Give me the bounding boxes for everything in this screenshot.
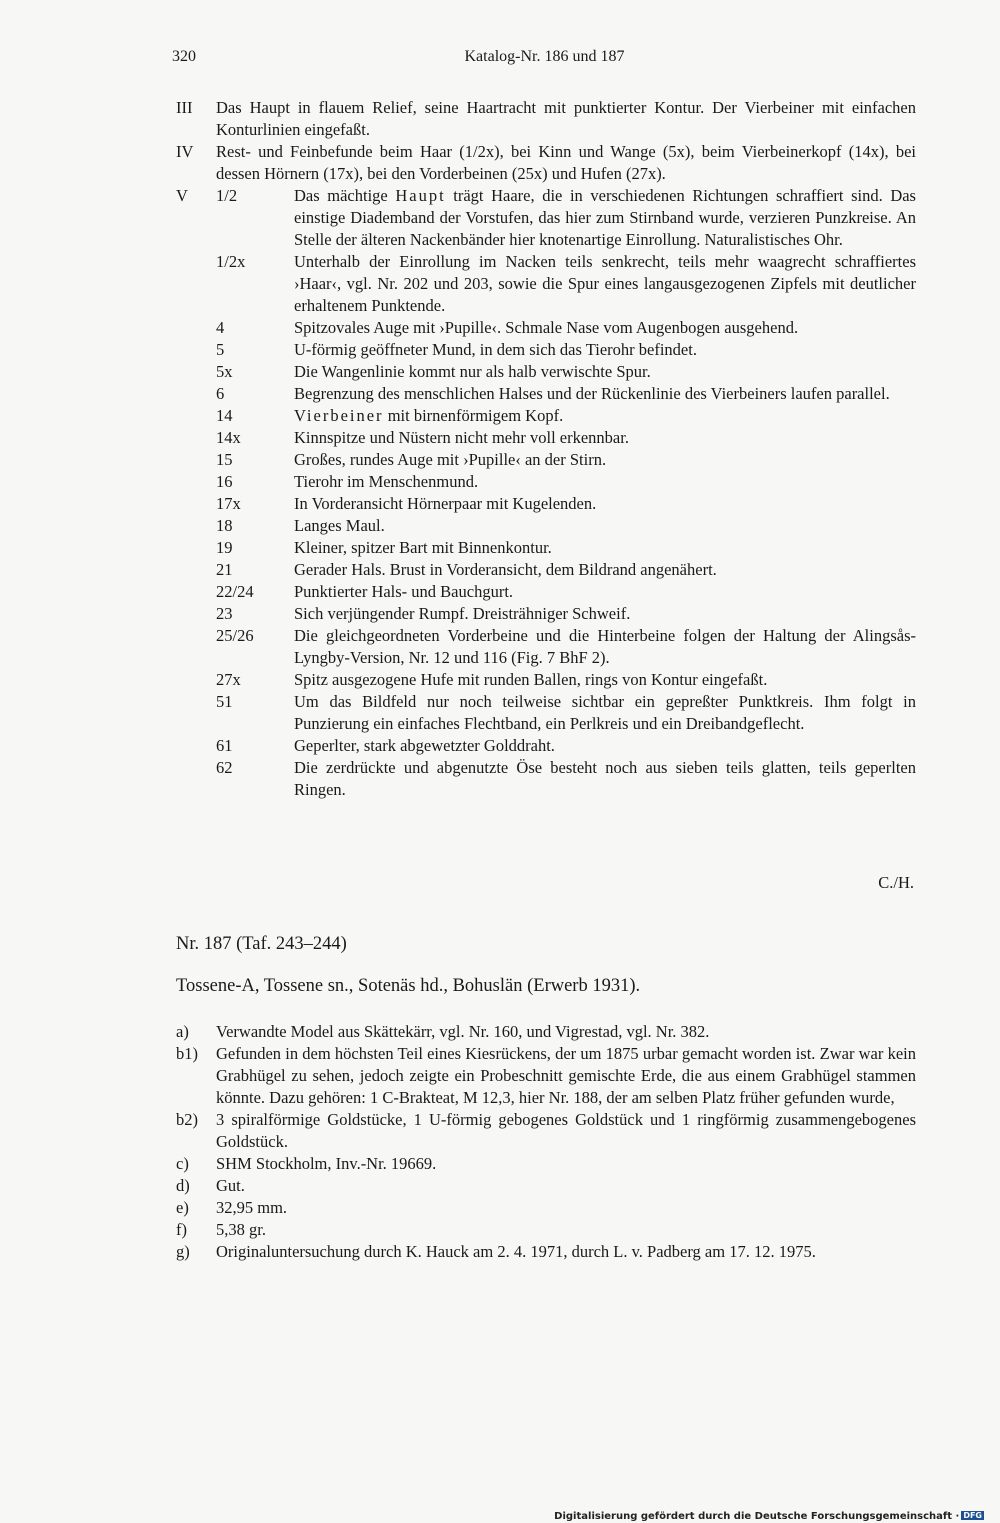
item-text: Verwandte Model aus Skättekärr, vgl. Nr. 160, und Vigrestad, vgl. Nr. 382. [216, 1022, 710, 1041]
item-text: SHM Stockholm, Inv.-Nr. 19669. [216, 1154, 437, 1173]
digitization-credit [554, 1511, 984, 1523]
running-header [172, 48, 917, 74]
item-text: Gefunden in dem höchsten Teil eines Kiesrückens, der um 1875 urbar gemacht worden ist. Zwar war kein Grabhügel zu sehen, jedoch zeigte ein Probeschnitt gemischte Erde, die aus einem Grabhügel stammen könnte. Dazu gehören: 1 C-Brakteat, M 12,3, hier Nr. 188, der am selben Platz früher gefunden wurde, [216, 1044, 916, 1107]
item-text [294, 493, 916, 515]
catalog-item [216, 537, 916, 559]
item-text-part: Gerader Hals. Brust in Vorderansicht, dem Bildrand angenähert. [294, 560, 717, 579]
item-text [294, 383, 916, 405]
item-text [294, 471, 916, 493]
item-text [294, 537, 916, 559]
section-iii [176, 97, 916, 141]
item-text-part: Langes Maul. [294, 516, 385, 535]
item-code: 4 [216, 318, 225, 337]
item-text-part: Begrenzung des menschlichen Halses und der Rückenlinie des Vierbeiners laufen parallel. [294, 384, 890, 403]
item-code: 21 [216, 560, 233, 579]
item-text [294, 251, 916, 317]
item-code: 5 [216, 340, 225, 359]
item-code: 23 [216, 604, 233, 623]
item-code: 25/26 [216, 626, 254, 645]
catalog-item [216, 361, 916, 383]
item-text-part: Großes, rundes Auge mit ›Pupille‹ an der Stirn. [294, 450, 607, 469]
item-text [294, 449, 916, 471]
item-label: b2) [176, 1110, 198, 1129]
item-keyword: Haupt [395, 186, 446, 205]
dfg-logo: DFG [963, 1511, 982, 1520]
item-label: g) [176, 1242, 190, 1261]
item-text-part: mit birnenförmigem Kopf. [383, 406, 564, 425]
catalog-item [216, 185, 916, 251]
section-numeral: IV [176, 142, 194, 161]
item-text-part: Um das Bildfeld nur noch teilweise sichtbar ein gepreßter Punktkreis. Ihm folgt in Punzierung ein einfaches Flechtband, ein Perlkreis und ein Dreibandgeflecht. [294, 692, 916, 733]
item-text-part: Das mächtige [294, 186, 396, 205]
item-text-part: Unterhalb der Einrollung im Nacken teils senkrecht, teils mehr waagrecht schraffiertes ›Haar‹, vgl. Nr. 202 und 203, sowie die Spur eines langausgezogenen Zipfels mit deutlicher erhaltenem Punktende. [294, 252, 916, 315]
item-code: 1/2x [216, 252, 246, 271]
catalog-item [216, 691, 916, 735]
item-code: 14x [216, 428, 241, 447]
item-label: b1) [176, 1044, 198, 1063]
page-number: 320 [172, 48, 196, 65]
item-text-part: Sich verjüngender Rumpf. Dreisträhniger Schweif. [294, 604, 631, 623]
item-text-part: Punktierter Hals- und Bauchgurt. [294, 582, 514, 601]
item-text [294, 317, 916, 339]
item-text [294, 185, 916, 251]
entry-details-list [176, 1021, 916, 1263]
item-code: 1/2 [216, 186, 238, 205]
section-iv [176, 141, 916, 185]
section-text: Das Haupt in flauem Relief, seine Haartracht mit punktierter Kontur. Der Vierbeiner mit einfachen Konturlinien eingefaßt. [216, 98, 916, 139]
item-text [294, 427, 916, 449]
item-text-part: trägt Haare, die in verschiedenen Richtungen schraffiert sind. Das einstige Diademband der Vorstufen, das hier zum Stirnband wurde, verzieren Punzkreise. An Stelle der älteren Nackenbänder hier knotenartige Einrollung. Naturalistisches Ohr. [294, 186, 916, 249]
catalog-item [216, 559, 916, 581]
item-text: 3 spiralförmige Goldstücke, 1 U-förmig gebogenes Goldstück und 1 ringförmig zusammengebogenes Goldstück. [216, 1110, 916, 1151]
item-code: 61 [216, 736, 233, 755]
item-code: 51 [216, 692, 233, 711]
entry-detail-item [176, 1241, 916, 1263]
item-code: 5x [216, 362, 233, 381]
catalog-item [216, 339, 916, 361]
item-code: 27x [216, 670, 241, 689]
item-text: Originaluntersuchung durch K. Hauck am 2. 4. 1971, durch L. v. Padberg am 17. 12. 1975. [216, 1242, 816, 1261]
entry-location: Tossene-A, Tossene sn., Sotenäs hd., Bohuslän (Erwerb 1931). [176, 976, 641, 996]
catalog-item [216, 405, 916, 427]
item-label: a) [176, 1022, 189, 1041]
item-text: 5,38 gr. [216, 1220, 266, 1239]
catalog-item [216, 449, 916, 471]
item-code: 6 [216, 384, 225, 403]
item-text [294, 625, 916, 669]
item-label: d) [176, 1176, 190, 1195]
entry-number: Nr. 187 (Taf. 243–244) [176, 934, 347, 954]
running-title: Katalog-Nr. 186 und 187 [464, 48, 625, 65]
item-text [294, 361, 916, 383]
section-v [176, 185, 916, 801]
item-text-part: Geperlter, stark abgewetzter Golddraht. [294, 736, 555, 755]
item-text-part: In Vorderansicht Hörnerpaar mit Kugelenden. [294, 494, 597, 513]
item-text-part: Kleiner, spitzer Bart mit Binnenkontur. [294, 538, 552, 557]
item-text [294, 515, 916, 537]
entry-detail-item [176, 1219, 916, 1241]
catalog-item [216, 669, 916, 691]
item-code: 14 [216, 406, 233, 425]
section-text: Rest- und Feinbefunde beim Haar (1/2x), bei Kinn und Wange (5x), beim Vierbeinerkopf (14x), bei dessen Hörnern (17x), bei den Vorderbeinen (25x) und Hufen (27x). [216, 142, 916, 183]
item-label: e) [176, 1198, 189, 1217]
item-code: 17x [216, 494, 241, 513]
item-text [294, 669, 916, 691]
catalog-item [216, 427, 916, 449]
item-text-part: Tierohr im Menschenmund. [294, 472, 479, 491]
item-text [294, 603, 916, 625]
entry-detail-item [176, 1197, 916, 1219]
item-text [294, 691, 916, 735]
item-code: 22/24 [216, 582, 254, 601]
author-signature: C./H. [878, 873, 914, 892]
entry-detail-item [176, 1153, 916, 1175]
catalog-item [216, 603, 916, 625]
item-text-part: Spitzovales Auge mit ›Pupille‹. Schmale Nase vom Augenbogen ausgehend. [294, 318, 799, 337]
catalog-sections [176, 97, 916, 801]
entry-detail-item [176, 1021, 916, 1043]
item-text-part: Spitz ausgezogene Hufe mit runden Ballen, rings von Kontur eingefaßt. [294, 670, 768, 689]
item-text-part: Kinnspitze und Nüstern nicht mehr voll erkennbar. [294, 428, 629, 447]
item-code: 62 [216, 758, 233, 777]
catalog-item [216, 251, 916, 317]
item-text [294, 581, 916, 603]
catalog-item [216, 317, 916, 339]
item-text: Gut. [216, 1176, 245, 1195]
catalog-item [216, 383, 916, 405]
section-v-items [176, 185, 916, 801]
catalog-item [216, 515, 916, 537]
item-text-part: U-förmig geöffneter Mund, in dem sich das Tierohr befindet. [294, 340, 697, 359]
section-numeral: III [176, 98, 193, 117]
item-code: 16 [216, 472, 233, 491]
item-label: c) [176, 1154, 189, 1173]
section-numeral: V [176, 186, 188, 205]
item-label: f) [176, 1220, 187, 1239]
credit-text: Digitalisierung gefördert durch die Deutsche Forschungsgemeinschaft · [554, 1511, 960, 1522]
catalog-item [216, 471, 916, 493]
item-text [294, 735, 916, 757]
entry-detail-item [176, 1109, 916, 1153]
item-text-part: Die gleichgeordneten Vorderbeine und die Hinterbeine folgen der Haltung der Alingsås-Lyngby-Version, Nr. 12 und 116 (Fig. 7 BhF 2). [294, 626, 916, 667]
item-text-part: Die zerdrückte und abgenutzte Öse besteht noch aus sieben teils glatten, teils geperlten Ringen. [294, 758, 916, 799]
catalog-item [216, 757, 916, 801]
item-code: 15 [216, 450, 233, 469]
catalog-item [216, 625, 916, 669]
catalog-item [216, 735, 916, 757]
item-text-part: Die Wangenlinie kommt nur als halb verwischte Spur. [294, 362, 651, 381]
item-text [294, 339, 916, 361]
item-text [294, 757, 916, 801]
entry-detail-item [176, 1175, 916, 1197]
item-text: 32,95 mm. [216, 1198, 288, 1217]
item-keyword: Vierbeiner [294, 406, 384, 425]
item-code: 19 [216, 538, 233, 557]
entry-detail-item [176, 1043, 916, 1109]
item-text [294, 405, 916, 427]
catalog-item [216, 581, 916, 603]
catalog-item [216, 493, 916, 515]
item-text [294, 559, 916, 581]
item-code: 18 [216, 516, 233, 535]
